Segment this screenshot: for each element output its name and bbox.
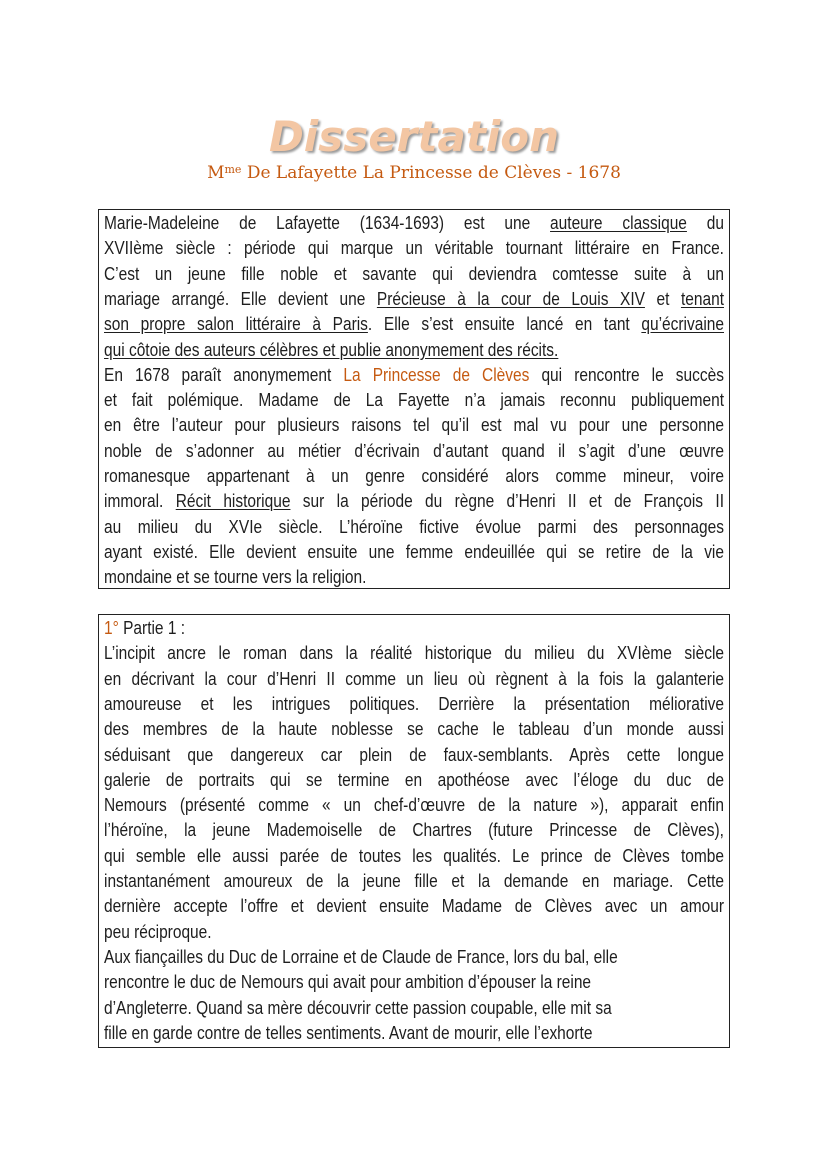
box1-text-line xyxy=(104,440,724,465)
box1-text-line xyxy=(104,516,724,541)
box1-text-line xyxy=(104,212,724,237)
text-segment: qui semble elle aussi parée de toutes les qualités. Le prince de Clèves tombe xyxy=(104,845,724,866)
text-segment: Partie 1 : xyxy=(123,618,186,638)
text-segment: peu réciproque. xyxy=(104,921,212,942)
box1-text-line xyxy=(104,339,724,364)
box2-text-line xyxy=(104,921,724,946)
box1-text-line xyxy=(104,389,724,414)
box1-text-line xyxy=(104,263,724,288)
text-segment: XVIIème siècle : période qui marque un véritable tournant littéraire en France. xyxy=(104,238,724,259)
box1-text-line xyxy=(104,566,724,591)
box2-text-line xyxy=(104,997,724,1022)
box1-text-line xyxy=(104,490,724,515)
text-segment: l’héroïne, la jeune Mademoiselle de Chartres (future Princesse de Clèves), xyxy=(104,820,724,841)
box2-text-line xyxy=(104,819,724,844)
underlined-text: qui côtoie des auteurs célèbres et publie anonymement des récits. xyxy=(104,339,559,360)
box1-text-line xyxy=(104,414,724,439)
box2-text-line xyxy=(104,1022,724,1047)
text-segment: et fait polémique. Madame de La Fayette n’a jamais reconnu publiquement xyxy=(104,390,724,411)
text-segment: mondaine et se tourne vers la religion. xyxy=(104,567,367,588)
box2-text-line xyxy=(104,794,724,819)
box2-text-line xyxy=(104,642,724,667)
text-segment: En 1678 paraît anonymement xyxy=(104,364,344,385)
underlined-text: qu’écrivaine xyxy=(641,314,724,335)
text-segment: ayant existé. Elle devient ensuite une femme endeuillée qui se retire de la vie xyxy=(104,541,724,562)
text-segment: en être l’auteur pour plusieurs raisons tel qu’il est mal vu pour une personne xyxy=(104,415,724,436)
box2-text-line xyxy=(104,744,724,769)
underlined-text: son propre salon littéraire à Paris xyxy=(104,314,368,335)
text-segment: Nemours (présenté comme « un chef-d’œuvre de la nature »), apparait enfin xyxy=(104,795,724,816)
underlined-text: Précieuse à la cour de Louis XIV xyxy=(376,288,645,309)
text-segment: mariage arrangé. Elle devient une xyxy=(104,288,377,309)
box2-text-line xyxy=(104,617,724,642)
box2-text-line xyxy=(104,971,724,996)
underlined-text: tenant xyxy=(680,288,724,309)
text-segment: galerie de portraits qui se termine en apothéose avec l’éloge du duc de xyxy=(104,769,724,790)
text-segment: romanesque appartenant à un genre considéré alors comme mineur, voire xyxy=(104,466,724,486)
text-segment: Aux fiançailles du Duc de Lorraine et de Claude de France, lors du bal, elle xyxy=(104,946,618,967)
text-segment: Marie-Madeleine de Lafayette (1634-1693) est une xyxy=(104,213,551,233)
text-segment: noble de s’adonner au métier d’écrivain d’autant quand il s’agit d’une œuvre xyxy=(104,440,724,461)
text-segment: en décrivant la cour d’Henri II comme un lieu où règnent à la fois la galanterie xyxy=(104,668,724,689)
document-title: Dissertation xyxy=(268,112,560,161)
box1-text-line xyxy=(104,541,724,566)
box1-text-line xyxy=(104,288,724,313)
box2-text-line xyxy=(104,769,724,794)
underlined-text: auteure classique xyxy=(550,213,687,233)
box2-text-line xyxy=(104,693,724,718)
text-segment: dernière accepte l’offre et devient ensuite Madame de Clèves avec un amour xyxy=(104,896,724,917)
document-subtitle xyxy=(0,163,828,183)
text-segment: instantanément amoureux de la jeune fille et la demande en mariage. Cette xyxy=(104,871,724,891)
text-segment: C’est un jeune fille noble et savante qui deviendra comtesse suite à un xyxy=(104,263,724,284)
box1-text-line xyxy=(104,313,724,338)
text-segment: fille en garde contre de telles sentiments. Avant de mourir, elle l’exhorte xyxy=(104,1022,593,1043)
subtitle-m: M xyxy=(207,163,225,183)
box2-text-line xyxy=(104,668,724,693)
box2-text-line xyxy=(104,895,724,920)
box1-text-line xyxy=(104,237,724,262)
subtitle-sup: me xyxy=(224,163,242,176)
text-segment: . Elle s’est ensuite lancé en tant xyxy=(367,314,642,335)
box2-text-line xyxy=(104,718,724,743)
text-segment: rencontre le duc de Nemours qui avait pour ambition d’épouser la reine xyxy=(104,972,592,993)
text-segment: séduisant que dangereux car plein de faux-semblants. Après cette longue xyxy=(104,744,724,765)
text-segment: sur la période du règne d’Henri II et de François II xyxy=(290,491,725,512)
text-segment: L’incipit ancre le roman dans la réalité historique du milieu du XVIème siècle xyxy=(104,643,724,664)
text-segment: des membres de la haute noblesse se cache le tableau d’un monde aussi xyxy=(104,719,724,740)
underlined-text: Récit historique xyxy=(175,491,291,512)
text-segment: au milieu du XVIe siècle. L’héroïne fictive évolue parmi des personnages xyxy=(104,516,724,537)
text-segment: d’Angleterre. Quand sa mère découvrir cette passion coupable, elle mit sa xyxy=(104,997,612,1018)
text-segment: du xyxy=(686,213,724,233)
box2-text-line xyxy=(104,845,724,870)
highlighted-text: La Princesse de Clèves xyxy=(343,364,530,385)
highlighted-text: 1° xyxy=(104,618,124,638)
box1-text-line xyxy=(104,465,724,490)
subtitle-rest: De Lafayette La Princesse de Clèves - 1678 xyxy=(241,163,621,183)
box2-text-line xyxy=(104,870,724,895)
box2-text-line xyxy=(104,946,724,971)
text-segment: qui rencontre le succès xyxy=(529,364,724,385)
text-segment: amoureuse et les intrigues politiques. Derrière la présentation méliorative xyxy=(104,693,724,714)
text-segment: et xyxy=(644,288,681,309)
box1-text-line xyxy=(104,364,724,389)
text-segment: immoral. xyxy=(104,491,176,512)
